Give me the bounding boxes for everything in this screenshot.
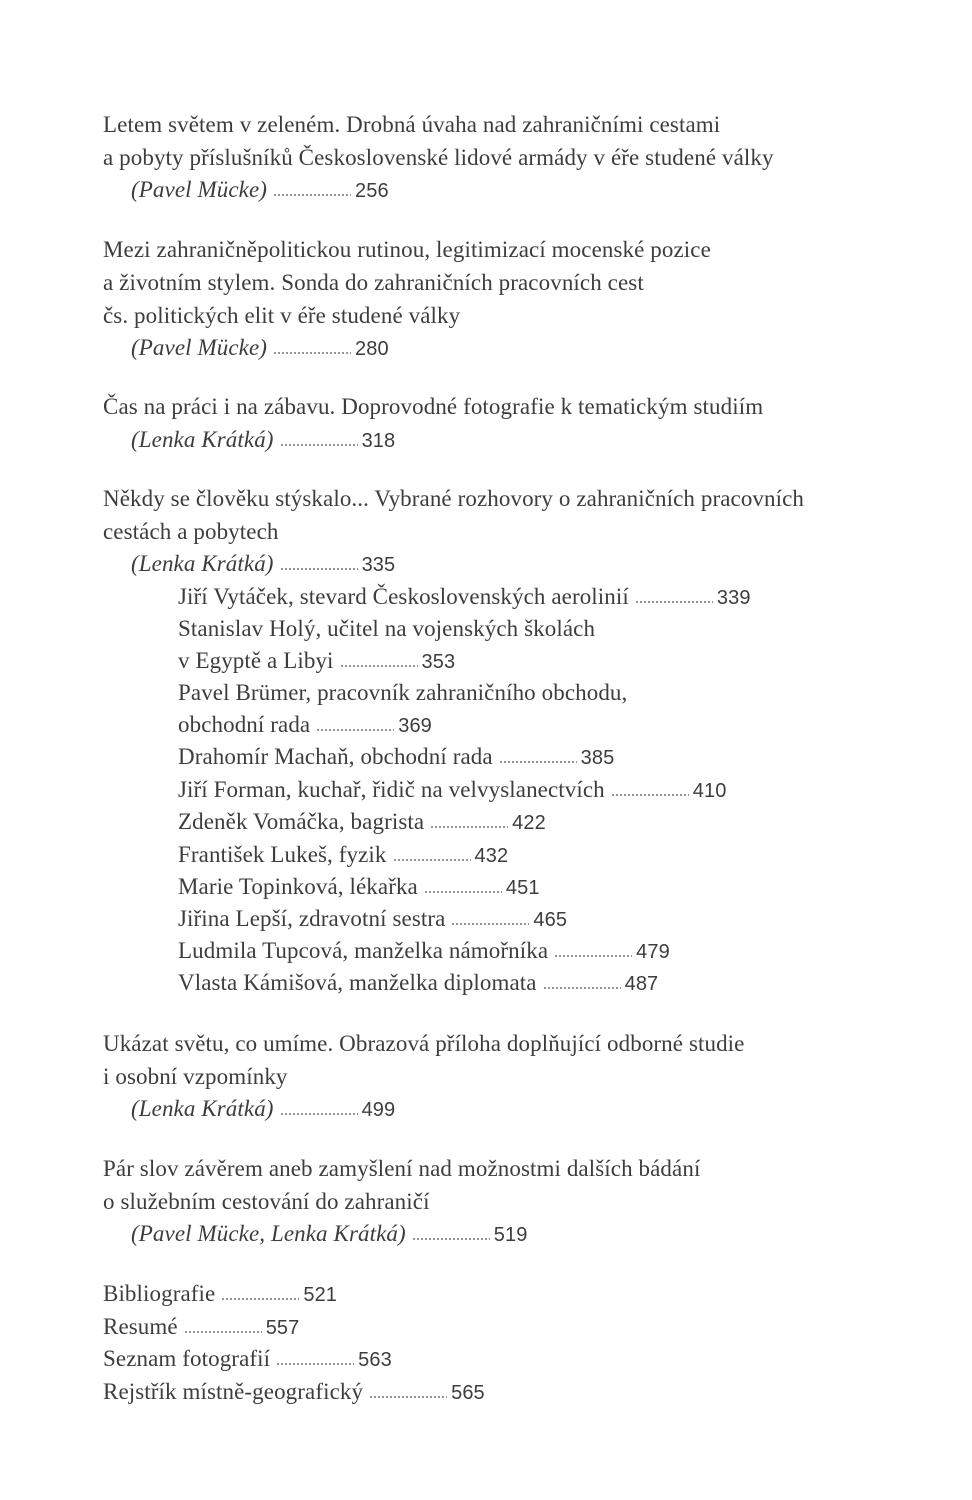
subentry-label: Zdeněk Vomáčka, bagrista [178,809,425,834]
page-number: 499 [361,1099,396,1121]
toc-entry-author-row[interactable] [131,1093,395,1126]
page-number: 339 [716,587,751,609]
page-number: 487 [624,973,659,995]
toc-entry-author-row[interactable] [131,1218,527,1251]
toc-subentry[interactable] [178,645,455,678]
page-number: 432 [474,845,509,867]
subentry-label: Marie Topinková, lékařka [178,874,418,899]
leader-dots [221,1297,299,1301]
toc-entry-title: a pobyty příslušníků Československé lidové armády v éře studené války [103,145,774,170]
toc-subentry[interactable] [178,581,751,614]
toc-entry-author-row[interactable] [131,174,389,207]
subentry-label: Vlasta Kámišová, manželka diplomata [178,970,537,995]
backmatter-label: Rejstřík místně-geografický [103,1379,364,1404]
leader-dots [280,443,358,447]
toc-entry-title: cestách a pobytech [103,519,279,544]
toc-entry-title: Letem světem v zeleném. Drobná úvaha nad zahraničními cestami [103,112,721,137]
page-number: 519 [493,1224,528,1246]
backmatter-label: Resumé [103,1314,178,1339]
page-number: 465 [533,909,568,931]
backmatter-label: Bibliografie [103,1281,216,1306]
subentry-label: Jiřina Lepší, zdravotní sestra [178,906,446,931]
leader-dots [430,825,508,829]
leader-dots [611,793,689,797]
leader-dots [412,1237,490,1241]
leader-dots [184,1330,262,1334]
subentry-label: František Lukeš, fyzik [178,842,387,867]
page-number: 479 [636,941,670,963]
leader-dots [393,858,471,862]
toc-entry-title: čs. politických elit v éře studené války [103,303,461,328]
leader-dots [316,728,394,732]
toc-subentry[interactable] [178,935,670,968]
leader-dots [499,760,577,764]
toc-entry-title: Pár slov závěrem aneb zamyšlení nad možnostmi dalších bádání [103,1156,701,1181]
toc-subentry[interactable] [178,871,540,904]
toc-entry-author-row[interactable] [131,424,395,457]
toc-subentry[interactable] [178,741,614,774]
leader-dots [635,600,713,604]
page-number: 451 [505,877,540,899]
page-number: 353 [421,651,456,673]
toc-subentry[interactable] [178,774,726,807]
toc-entry-title: i osobní vzpomínky [103,1064,288,1089]
leader-dots [369,1395,447,1399]
leader-dots [424,890,502,894]
page-number: 422 [512,812,546,834]
subentry-label: Ludmila Tupcová, manželka námořníka [178,938,549,963]
subentry-label: obchodní rada [178,712,311,737]
toc-subentry[interactable] [178,806,546,839]
subentry-label: Stanislav Holý, učitel na vojenských školách [178,616,596,641]
leader-dots [276,1362,354,1366]
page-number: 318 [361,430,396,452]
page-number: 565 [451,1382,485,1404]
subentry-label: v Egyptě a Libyi [178,648,334,673]
toc-author: (Lenka Krátká) [131,427,274,452]
leader-dots [451,922,529,926]
toc-entry-title: Někdy se člověku stýskalo... Vybrané rozhovory o zahraničních pracovních [103,486,805,511]
page-number: 563 [358,1349,392,1371]
leader-dots [554,954,632,958]
leader-dots [273,193,351,197]
leader-dots [280,1112,358,1116]
page-number: 369 [398,715,432,737]
leader-dots [340,664,418,668]
leader-dots [273,351,351,355]
toc-author: (Pavel Mücke) [131,335,268,360]
toc-entry-title: Čas na práci i na zábavu. Doprovodné fotografie k tematickým studiím [103,394,764,419]
toc-backmatter-item[interactable] [103,1311,299,1344]
toc-entry-title: Mezi zahraničněpolitickou rutinou, legitimizací mocenské pozice [103,237,711,262]
page-number: 521 [303,1284,338,1306]
toc-subentry[interactable] [178,903,567,936]
toc-subentry[interactable] [178,839,508,872]
toc-backmatter-item[interactable] [103,1278,337,1311]
page-number: 280 [355,338,389,360]
page-number: 410 [692,780,727,802]
toc-subentry[interactable] [178,967,658,1000]
leader-dots [543,986,621,990]
toc-backmatter-item[interactable] [103,1376,485,1409]
toc-author: (Lenka Krátká) [131,1096,274,1121]
toc-entry-author-row[interactable] [131,548,395,581]
toc-subentry[interactable] [178,709,432,742]
toc-author: (Pavel Mücke) [131,177,268,202]
toc-entry-title: a životním stylem. Sonda do zahraničních pracovních cest [103,270,644,295]
subentry-label: Pavel Brümer, pracovník zahraničního obchodu, [178,680,628,705]
toc-entry-title: Ukázat světu, co umíme. Obrazová příloha doplňující odborné studie [103,1031,745,1056]
page-number: 256 [355,180,389,202]
toc-entry-author-row[interactable] [131,332,389,365]
backmatter-label: Seznam fotografií [103,1346,271,1371]
page-number: 385 [580,747,615,769]
leader-dots [280,567,358,571]
page-number: 335 [361,554,396,576]
toc-backmatter-item[interactable] [103,1343,392,1376]
toc-author: (Lenka Krátká) [131,551,274,576]
subentry-label: Jiří Vytáček, stevard Československých aerolinií [178,584,629,609]
toc-author: (Pavel Mücke, Lenka Krátká) [131,1221,406,1246]
toc-entry-title: o služebním cestování do zahraničí [103,1189,430,1214]
page-number: 557 [265,1317,300,1339]
subentry-label: Drahomír Machaň, obchodní rada [178,744,493,769]
subentry-label: Jiří Forman, kuchař, řidič na velvyslanectvích [178,777,605,802]
